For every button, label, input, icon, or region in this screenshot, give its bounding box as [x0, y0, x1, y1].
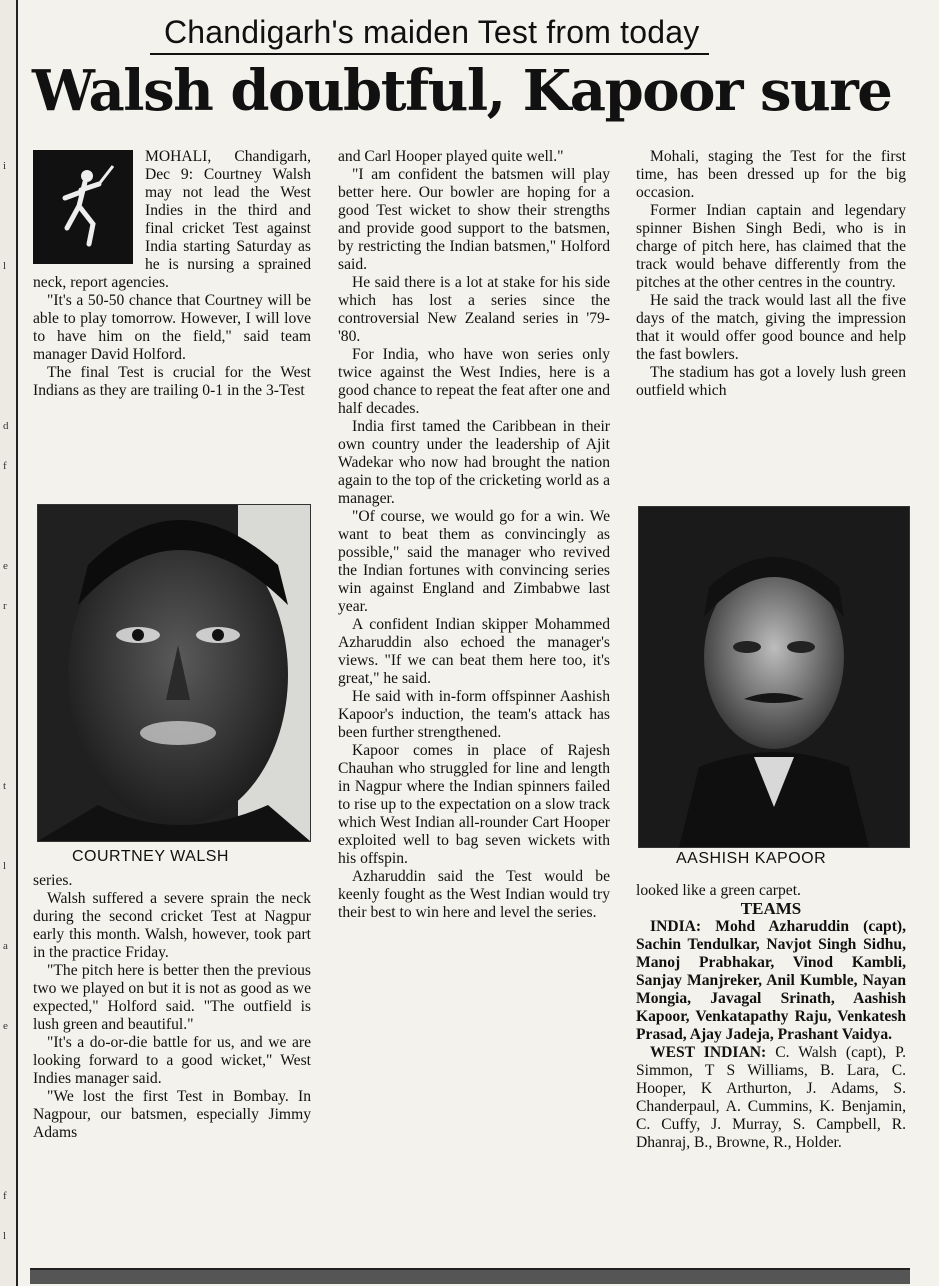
- paragraph: and Carl Hooper played quite well.": [338, 148, 564, 165]
- paragraph: Walsh suffered a severe sprain the neck during the second cricket Test at Nagpur early this month. Walsh, however, took part in the practice Friday.: [33, 890, 311, 961]
- paragraph: "I am confident the batsmen will play better here. Our bowler are hoping for a good Test wicket to show their strengths and provide good support to the batsmen, by restricting the Indian batsmen," Holford said.: [338, 166, 610, 273]
- west-indian-label: WEST INDIAN:: [650, 1044, 767, 1061]
- paragraph: "The pitch here is better then the previous two we played on but it is not as good as we expected," Holford said. "The outfield is lush green and beautiful.": [33, 962, 311, 1033]
- paragraph: India first tamed the Caribbean in their own country under the leadership of Ajit Wadekar who now had brought the nation again to the top of the cricketing world as a manager.: [338, 418, 610, 507]
- article-column-1: [33, 148, 311, 400]
- paragraph: series.: [33, 872, 73, 889]
- article-column-3-continued: [636, 882, 906, 1152]
- paragraph: "We lost the first Test in Bombay. In Nagpour, our batsmen, especially Jimmy Adams: [33, 1088, 311, 1141]
- main-headline: Walsh doubtful, Kapoor sure: [32, 58, 892, 124]
- article-column-2: [338, 148, 610, 922]
- paragraph: "It's a do-or-die battle for us, and we are looking forward to a good wicket," West Indies manager said.: [33, 1034, 311, 1087]
- article-column-3: [636, 148, 906, 400]
- paragraph: The final Test is crucial for the West Indians as they are trailing 0-1 in the 3-Test: [33, 364, 311, 399]
- paragraph: Azharuddin said the Test would be keenly fought as the West Indian would try their best to win here and level the series.: [338, 868, 610, 921]
- india-label: INDIA:: [650, 918, 702, 935]
- kicker-headline: Chandigarh's maiden Test from today: [150, 14, 709, 55]
- adjacent-column-edge: i l d f e r t l a e f l: [0, 0, 18, 1286]
- article-column-1-continued: [33, 872, 311, 1142]
- paragraph: He said with in-form offspinner Aashish Kapoor's induction, the team's attack has been further strengthened.: [338, 688, 610, 741]
- india-players: Mohd Azharuddin (capt), Sachin Tendulkar, Navjot Singh Sidhu, Manoj Prabhakar, Vinod Kambli, Sanjay Manjreker, Anil Kumble, Nayan Mongia, Javagal Srinath, Aashish Kapoor, Venkatapathy Raju, Venkatesh Prasad, Ajay Jadeja, Prashant Vaidya.: [636, 918, 906, 1043]
- paragraph: For India, who have won series only twice against the West Indies, here is a good chance to repeat the feat after one and half decades.: [338, 346, 610, 417]
- paragraph: A confident Indian skipper Mohammed Azharuddin also echoed the manager's views. "If we can beat them here too, it's great," he said.: [338, 616, 610, 687]
- teams-heading: TEAMS: [740, 899, 802, 918]
- photo-caption-kapoor: AASHISH KAPOOR: [676, 850, 827, 867]
- courtney-walsh-photo: [37, 504, 311, 842]
- bottom-border: [30, 1268, 910, 1284]
- paragraph: Mohali, staging the Test for the first time, has been dressed up for the big occasion.: [636, 148, 906, 201]
- paragraph: MOHALI, Chandigarh, Dec 9: Courtney Walsh may not lead the West Indies in the third and final cricket Test against India starting Saturday as he is nursing a sprained neck, report agencies.: [33, 148, 311, 291]
- paragraph: Former Indian captain and legendary spinner Bishen Singh Bedi, who is in charge of pitch here, has claimed that the track would behave differently from the pitches at the other centres in the country.: [636, 202, 906, 291]
- paragraph: He said the track would last all the five days of the match, giving the impression that it would offer good bounce and help the fast bowlers.: [636, 292, 906, 363]
- west-indies-squad: [636, 1044, 906, 1152]
- paragraph: Kapoor comes in place of Rajesh Chauhan who struggled for line and length in Nagpur where the Indian spinners failed to rise up to the expectation on a slow track which West Indian all-rounder Cart Hooper exploited well to bag seven wickets with his offspin.: [338, 742, 610, 867]
- paragraph: "It's a 50-50 chance that Courtney will be able to play tomorrow. However, I will love to have him on the field," said team manager David Holford.: [33, 292, 311, 363]
- paragraph: "Of course, we would go for a win. We want to beat them as convincingly as possible," said the manager who revived the Indian fortunes with convincing series win against England and Zimbabwe last year.: [338, 508, 610, 615]
- paragraph: He said there is a lot at stake for his side which has lost a series since the controversial New Zealand series in '79-'80.: [338, 274, 610, 345]
- paragraph: looked like a green carpet.: [636, 882, 801, 899]
- paragraph: The stadium has got a lovely lush green outfield which: [636, 364, 906, 399]
- aashish-kapoor-photo: [638, 506, 910, 848]
- cricket-logo-icon: [33, 150, 133, 264]
- west-indies-players: C. Walsh (capt), P. Simmon, T S Williams, B. Lara, C. Hooper, K Arthurton, J. Adams, S. Chanderpaul, A. Cummins, K. Benjamin, C. Cuffy, J. Murray, S. Campbell, R. Dhanraj, B., Browne, R., Holder.: [636, 1044, 906, 1151]
- india-squad: [636, 918, 906, 1044]
- photo-caption-walsh: COURTNEY WALSH: [72, 848, 229, 865]
